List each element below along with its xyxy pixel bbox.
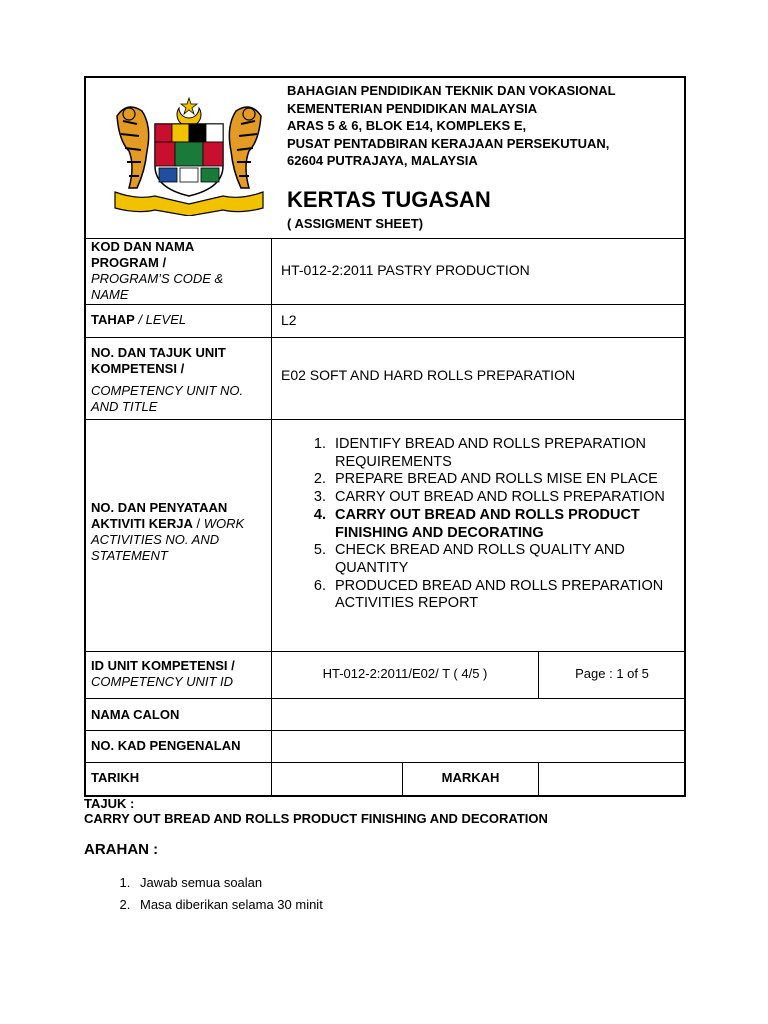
- instruction-item: 1. Jawab semua soalan: [134, 872, 323, 894]
- marks-label: MARKAH: [441, 770, 500, 785]
- institution-address: [287, 82, 616, 170]
- unit-id-label-english: COMPETENCY UNIT ID: [91, 674, 234, 689]
- page-number: Page : 1 of 5: [575, 666, 649, 681]
- activity-item: 2. PREPARE BREAD AND ROLLS MISE EN PLACE: [330, 471, 682, 489]
- right-tiger-icon: [229, 107, 261, 188]
- row-divider: [84, 730, 686, 731]
- unit-id-label-main: ID UNIT KOMPETENSI /: [91, 658, 235, 673]
- level-label: [91, 312, 186, 328]
- institution-line: ARAS 5 & 6, BLOK E14, KOMPLEKS E,: [287, 118, 527, 133]
- row-divider: [84, 304, 686, 305]
- coat-of-arms-icon: [107, 96, 271, 216]
- activity-item: 3. CARRY OUT BREAD AND ROLLS PREPARATION: [330, 489, 682, 507]
- row-divider: [84, 337, 686, 338]
- activities-label-slash: /: [192, 516, 204, 531]
- activity-item-current: 4. CARRY OUT BREAD AND ROLLS PRODUCT FINISHING AND DECORATING: [330, 507, 682, 542]
- instructions-list: [84, 872, 323, 916]
- level-label-main: TAHAP: [91, 312, 135, 327]
- instructions-heading: ARAHAN :: [84, 841, 159, 858]
- activities-list-container: [272, 436, 682, 613]
- date-label: TARIKH: [91, 770, 140, 785]
- activity-item: 5. CHECK BREAD AND ROLLS QUALITY AND QUANTITY: [330, 542, 682, 577]
- candidate-name-field[interactable]: [281, 707, 681, 725]
- table-border-top: [84, 76, 686, 78]
- competency-label-english: COMPETENCY UNIT NO. AND TITLE: [91, 383, 244, 414]
- competency-label: [91, 345, 269, 415]
- level-value: L2: [281, 312, 297, 328]
- instruction-item: 2. Masa diberikan selama 30 minit: [134, 894, 323, 916]
- coat-of-arms-logo: [107, 96, 271, 216]
- activities-label-english: WORK ACTIVITIES NO. AND STATEMENT: [91, 516, 245, 563]
- program-label-main: KOD DAN NAMA PROGRAM /: [91, 239, 194, 270]
- institution-line: 62604 PUTRAJAYA, MALAYSIA: [287, 153, 478, 168]
- competency-value: E02 SOFT AND HARD ROLLS PREPARATION: [281, 367, 576, 383]
- competency-label-main: NO. DAN TAJUK UNIT KOMPETENSI /: [91, 345, 226, 376]
- activities-label: [91, 500, 265, 564]
- table-border-right: [684, 76, 686, 797]
- row-divider: [84, 419, 686, 420]
- row-divider: [84, 762, 686, 763]
- level-label-english: / LEVEL: [134, 312, 187, 327]
- program-label-english: PROGRAM’S CODE & NAME: [91, 271, 224, 302]
- topic-label: TAJUK :: [84, 796, 135, 811]
- row-divider: [84, 651, 686, 652]
- marks-field[interactable]: [545, 770, 680, 788]
- topic-text: CARRY OUT BREAD AND ROLLS PRODUCT FINISHING AND DECORATION: [84, 811, 548, 826]
- activities-label-main: NO. DAN PENYATAAN AKTIVITI KERJA: [91, 500, 228, 531]
- sheet-title: KERTAS TUGASAN: [287, 187, 491, 212]
- unit-id-value: HT-012-2:2011/E02/ T ( 4/5 ): [322, 666, 488, 681]
- institution-line: KEMENTERIAN PENDIDIKAN MALAYSIA: [287, 100, 538, 116]
- activity-item: 1. IDENTIFY BREAD AND ROLLS PREPARATION REQUIREMENTS: [330, 436, 682, 471]
- date-field[interactable]: [281, 770, 396, 788]
- column-divider: [538, 762, 539, 796]
- institution-line: PUSAT PENTADBIRAN KERAJAAN PERSEKUTUAN,: [287, 135, 610, 151]
- program-value: HT-012-2:2011 PASTRY PRODUCTION: [281, 262, 530, 278]
- activity-item: 6. PRODUCED BREAD AND ROLLS PREPARATION ACTIVITIES REPORT: [330, 578, 682, 613]
- table-border-bottom: [84, 795, 686, 797]
- unit-id-label: [91, 658, 235, 690]
- table-border-left: [84, 76, 86, 797]
- program-label: [91, 239, 263, 303]
- sheet-subtitle: ( ASSIGMENT SHEET): [287, 216, 424, 231]
- row-divider: [84, 698, 686, 699]
- shield-icon: [155, 124, 223, 196]
- activities-list: [272, 436, 682, 613]
- left-tiger-icon: [117, 107, 149, 188]
- institution-line: BAHAGIAN PENDIDIKAN TEKNIK DAN VOKASIONAL: [287, 83, 616, 98]
- ic-number-field[interactable]: [281, 738, 681, 756]
- candidate-name-label: NAMA CALON: [91, 707, 180, 722]
- ic-number-label: NO. KAD PENGENALAN: [91, 738, 241, 753]
